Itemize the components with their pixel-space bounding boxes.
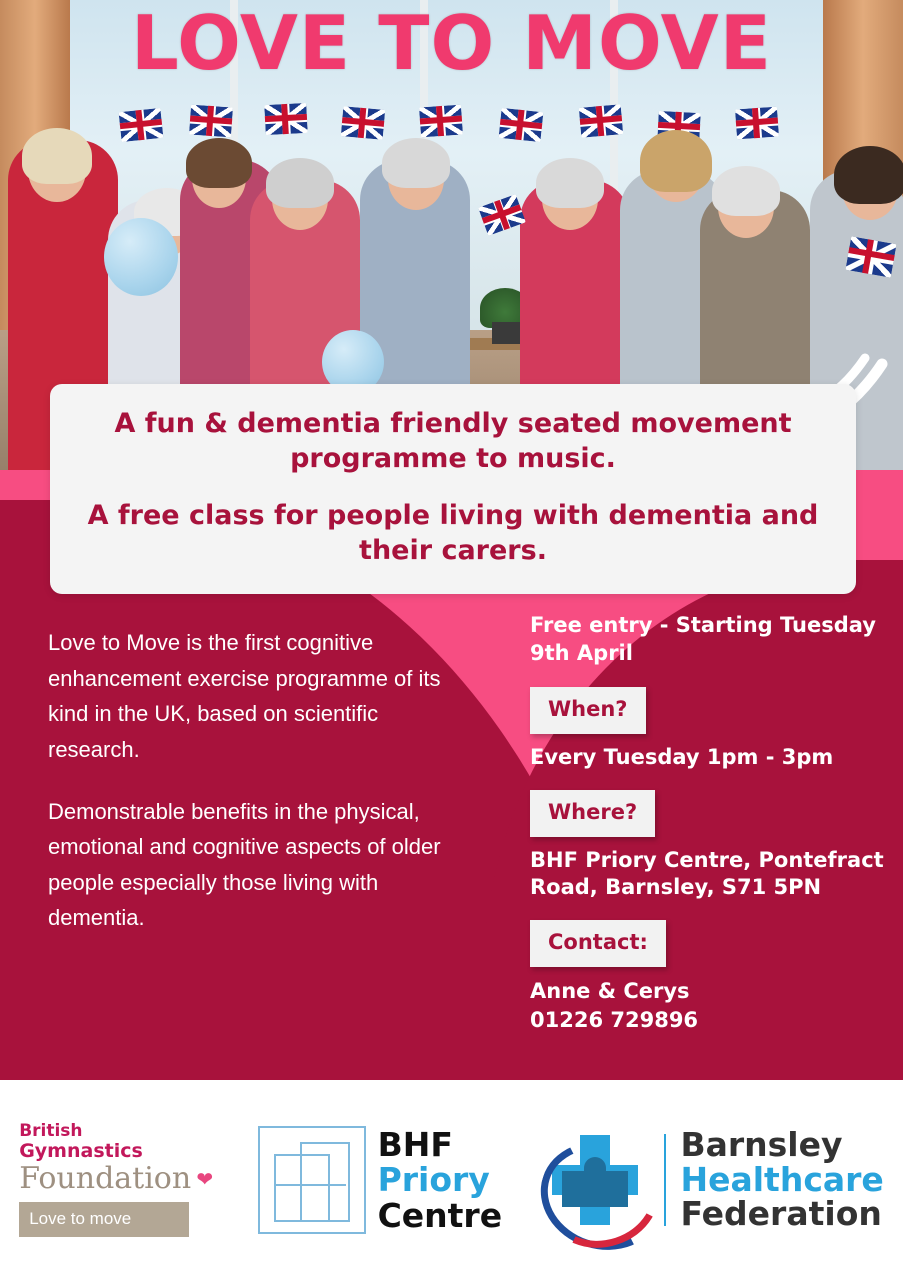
logo-divider [664, 1134, 666, 1226]
bgf-strapline: Love to move [19, 1202, 189, 1237]
bhf-line-1: BHF [377, 1124, 453, 1164]
medical-cross-building-icon [540, 1125, 650, 1235]
plant-pot [492, 322, 520, 344]
description-column [48, 625, 468, 936]
heart-icon: ❤ [196, 1169, 214, 1191]
page-title: LOVE TO MOVE [131, 0, 772, 87]
union-flag-icon [341, 106, 385, 140]
union-flag-icon [119, 108, 164, 142]
when-label: When? [530, 687, 646, 734]
bhf-line-2: Priory [377, 1160, 490, 1200]
balloon [104, 218, 178, 296]
person-hair [186, 138, 252, 188]
bgf-line-3: Foundation [19, 1161, 192, 1196]
person-hair [382, 138, 450, 188]
contact-name: Anne & Cerys [530, 978, 690, 1003]
statement-card [50, 384, 856, 594]
union-flag-icon [189, 105, 233, 138]
person-hair [536, 158, 604, 208]
contact-phone[interactable]: 01226 729896 [530, 1008, 699, 1033]
person-hair [22, 128, 92, 184]
bgf-line-1: British [19, 1121, 83, 1141]
when-value: Every Tuesday 1pm - 3pm [530, 745, 834, 770]
where-value: BHF Priory Centre, Pontefract Road, Barnsley, S71 5PN [530, 847, 884, 900]
person-hair [640, 130, 712, 192]
building-outline-icon [258, 1126, 366, 1234]
barnsley-line-3: Federation [680, 1194, 882, 1234]
union-flag-icon [579, 104, 623, 138]
union-flag-icon [735, 107, 779, 140]
person-hair [712, 166, 780, 216]
logo-barnsley-healthcare-federation [540, 1125, 883, 1235]
free-entry-line: Free entry - Starting Tuesday 9th April [530, 613, 876, 665]
union-flag-icon [499, 108, 544, 142]
where-label: Where? [530, 790, 655, 837]
union-flag-icon [419, 105, 463, 138]
contact-label: Contact: [530, 920, 666, 967]
person-hair [266, 158, 334, 208]
union-flag-icon [264, 103, 308, 135]
description-paragraph-2: Demonstrable benefits in the physical, emotional and cognitive aspects of older people especially those living with dementia. [48, 798, 441, 931]
logo-bhf-priory-centre [258, 1126, 503, 1234]
bhf-line-3: Centre [377, 1195, 503, 1235]
footer-logos [0, 1080, 903, 1280]
person-hair [834, 146, 903, 204]
description-paragraph-1: Love to Move is the first cognitive enhancement exercise programme of its kind in the UK, based on scientific research. [48, 630, 441, 762]
bgf-line-2: Gymnastics [19, 1140, 143, 1162]
logo-british-gymnastics-foundation [19, 1123, 219, 1237]
statement-line-2: A free class for people living with dementia and their carers. [87, 500, 819, 567]
statement-line-1: A fun & dementia friendly seated movement programme to music. [114, 408, 792, 475]
barnsley-line-2: Healthcare [680, 1159, 884, 1199]
details-column [530, 612, 903, 1036]
barnsley-line-1: Barnsley [680, 1124, 843, 1164]
